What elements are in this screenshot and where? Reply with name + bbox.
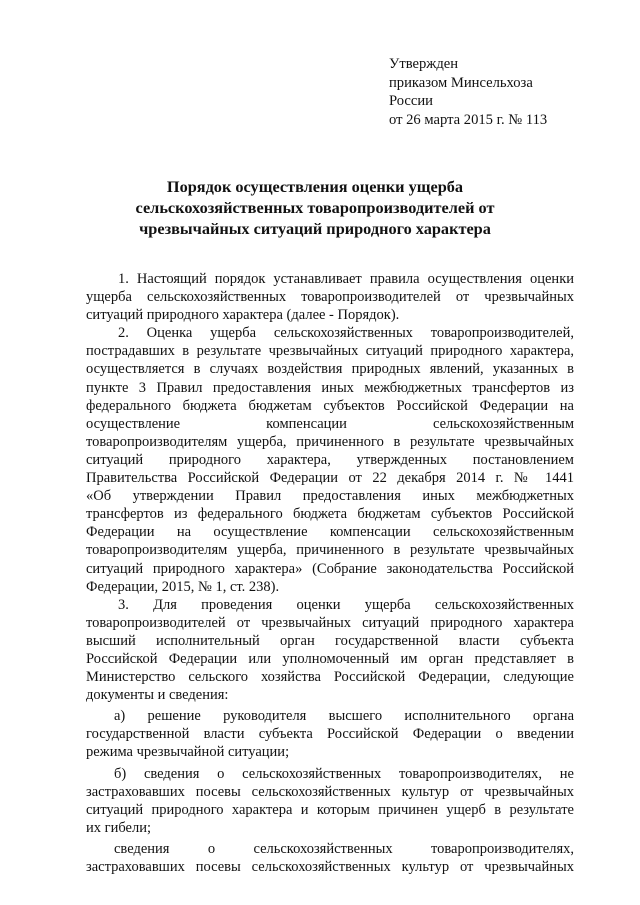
text-line: осуществляется в случаях воздействия природных явлений, указанных в [86,361,574,378]
text-line: высший исполнительный орган государственной власти субъекта [86,632,574,649]
document-body [86,270,574,876]
text-line: режима чрезвычайной ситуации; [86,744,290,761]
text-line: товаропроизводителям ущерба, причиненного в результате чрезвычайных [86,433,574,450]
text-line: товаропроизводителей от чрезвычайных ситуаций природного характера [86,614,574,631]
text-line: осуществление компенсации сельскохозяйственным [86,415,574,432]
text-line: Федерации, 2015, № 1, ст. 238). [86,578,280,595]
title-line: Порядок осуществления оценки ущерба [166,177,464,196]
text-line: документы и сведения: [86,687,229,704]
text-line: ущерба сельскохозяйственных товаропроизводителей от чрезвычайных [86,289,574,306]
text-line: а) решение руководителя высшего исполнительного органа [114,708,574,725]
text-line: Российской Федерации или уполномоченный им орган представляет в [86,650,574,667]
text-line: Федерации на осуществление компенсации сельскохозяйственным [86,524,574,541]
text-line: их гибели; [86,819,151,836]
text-line: Министерство сельского хозяйства Российской Федерации, следующие [86,669,574,686]
approval-line: Утвержден [389,56,459,72]
text-line: застраховавших посевы сельскохозяйственных культур от чрезвычайных [86,859,574,875]
text-line: 2. Оценка ущерба сельскохозяйственных товаропроизводителей, [118,325,574,342]
text-line: ситуаций природного характера и которым причинен ущерб в результате [86,801,574,818]
title-line: сельскохозяйственных товаропроизводителей от [135,198,495,217]
document-title [60,176,570,239]
text-line: застраховавших посевы сельскохозяйственных культур от чрезвычайных [86,783,574,800]
text-line: федерального бюджета бюджетам субъектов Российской Федерации на [86,397,574,414]
text-line: ситуаций природного характера» (Собрание законодательства Российской [86,560,574,577]
approval-line: от 26 марта 2015 г. № 113 [389,111,548,128]
text-line: ситуаций природного характера (далее - Порядок). [86,307,400,324]
title-line: чрезвычайных ситуаций природного характера [139,219,491,238]
approval-stamp [389,55,609,129]
text-line: «Об утверждении Правил предоставления иных межбюджетных [86,488,574,505]
text-line: государственной власти субъекта Российской Федерации о введении [86,726,574,743]
approval-line: России [389,93,433,109]
text-line: товаропроизводителям ущерба, причиненного в результате чрезвычайных [86,542,574,559]
text-line: сведения о сельскохозяйственных товаропроизводителях, [114,840,574,857]
text-line: б) сведения о сельскохозяйственных товаропроизводителях, не [114,765,574,782]
approval-line: приказом Минсельхоза [389,74,533,91]
text-line: Правительства Российской Федерации от 22 декабря 2014 г. № 1441 [86,470,574,487]
text-line: трансфертов из федерального бюджета бюджетам субъектов Российской [86,506,574,523]
text-line: 3. Для проведения оценки ущерба сельскохозяйственных [118,596,574,613]
text-line: ситуаций природного характера, утвержденных постановлением [86,451,574,468]
text-line: пострадавших в результате чрезвычайных ситуаций природного характера, [86,343,574,360]
text-line: 1. Настоящий порядок устанавливает правила осуществления оценки [118,271,574,287]
text-line: пункте 3 Правил предоставления иных межбюджетных трансфертов из [86,379,574,396]
